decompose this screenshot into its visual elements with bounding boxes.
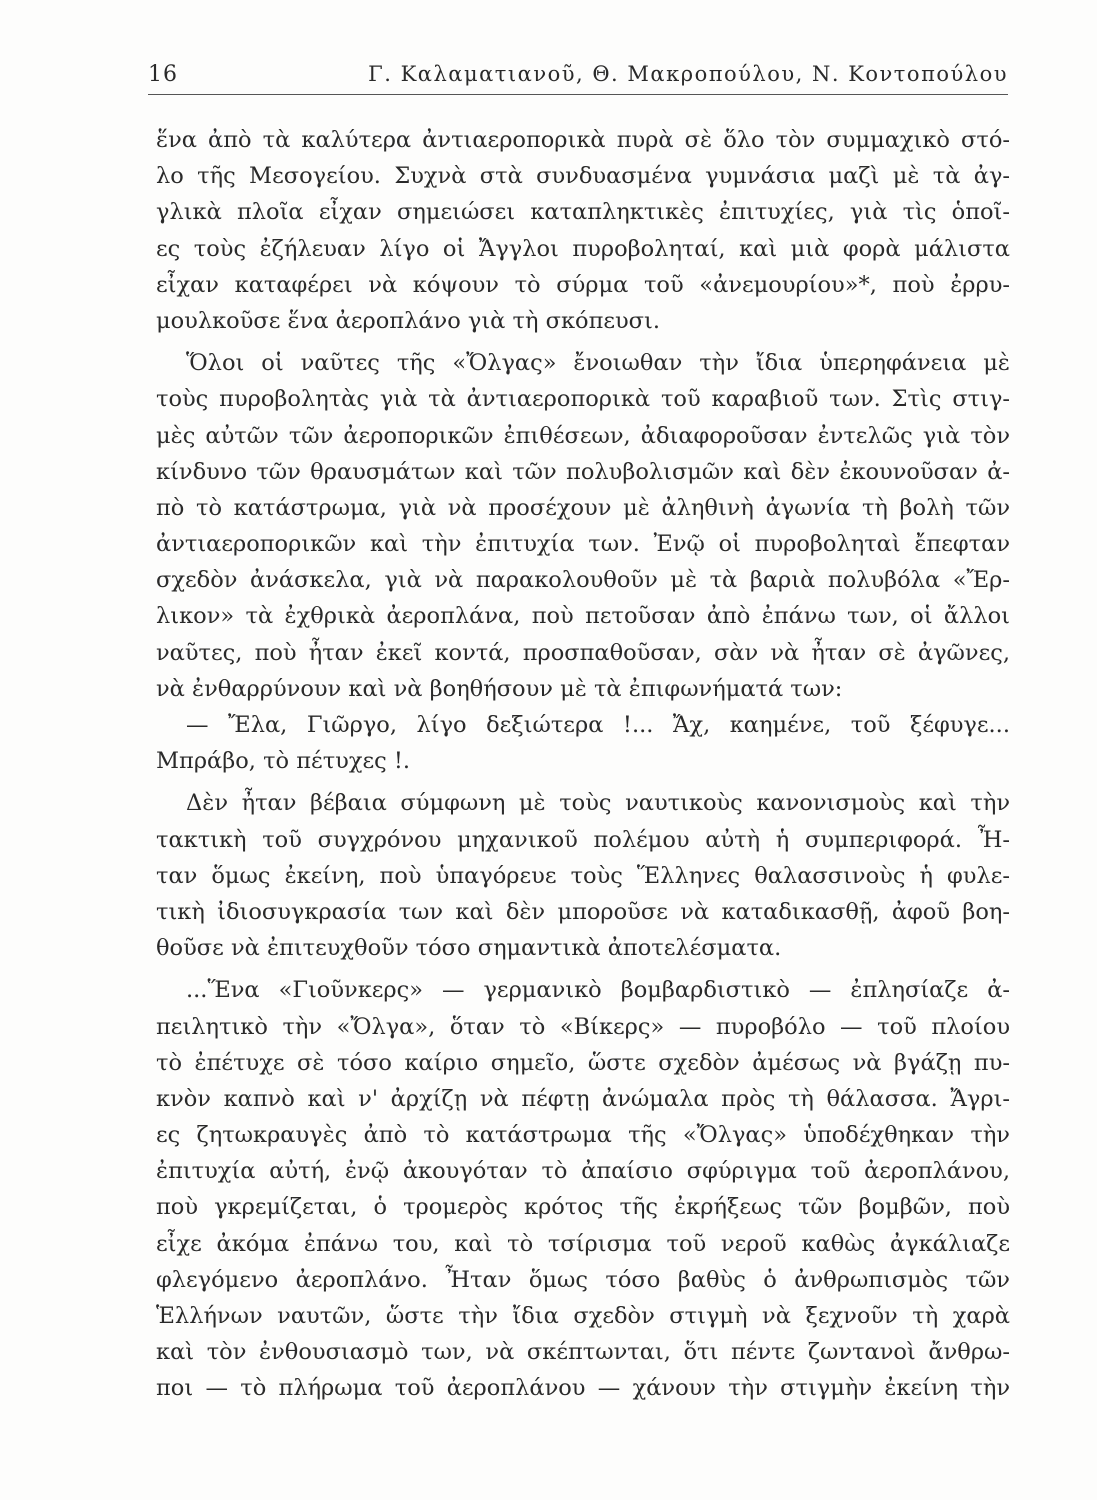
text-line: πὸ τὸ κατάστρωμα, γιὰ νὰ προσέχουν μὲ ἀληθινὴ ἀγωνία τὴ βολὴ τῶν [156,494,1010,521]
text-line: φλεγόμενο ἀεροπλάνο. Ἦταν ὅμως τόσο βαθὺς ὁ ἀνθρωπισμὸς τῶν [156,1266,1010,1293]
text-line: καὶ τὸν ἐνθουσιασμὸ των, νὰ σκέπτωνται, ὅτι πέντε ζωντανοὶ ἄνθρω- [156,1339,1010,1366]
text-line: γλικὰ πλοῖα εἶχαν σημειώσει καταπληκτικὲς ἐπιτυχίες, γιὰ τὶς ὁποῖ- [156,199,1010,226]
text-line: ες ζητωκραυγὲς ἀπὸ τὸ κατάστρωμα τῆς «Ὄλγας» ὑποδέχθηκαν τὴν [156,1122,1010,1149]
paragraph [156,972,1010,1406]
text-line: ναῦτες, ποὺ ἦταν ἐκεῖ κοντά, προσπαθοῦσαν, σὰν νὰ ἦταν σὲ ἀγῶνες, [156,639,1010,666]
text-line: τακτικὴ τοῦ συγχρόνου μηχανικοῦ πολέμου αὐτὴ ἡ συμπεριφορά. Ἦ- [156,826,1010,853]
page-number: 16 [148,62,178,87]
text-line: μὲς αὐτῶν τῶν ἀεροπορικῶν ἐπιθέσεων, ἀδιαφοροῦσαν ἐντελῶς γιὰ τὸν [156,422,1010,449]
text-line: ποι — τὸ πλήρωμα τοῦ ἀεροπλάνου — χάνουν τὴν στιγμὴν ἐκείνη τὴν [156,1375,1010,1402]
text-line: εἶχε ἀκόμα ἐπάνω του, καὶ τὸ τσίρισμα τοῦ νεροῦ καθὼς ἀγκάλιαζε [156,1230,1010,1257]
text-line: ἕνα ἀπὸ τὰ καλύτερα ἀντιαεροπορικὰ πυρὰ σὲ ὅλο τὸν συμμαχικὸ στό- [156,127,1010,153]
text-line: εἶχαν καταφέρει νὰ κόψουν τὸ σύρμα τοῦ «ἀνεμουρίου»*, ποὺ ἐρρυ- [156,271,1010,298]
text-line: τὸ ἐπέτυχε σὲ τόσο καίριο σημεῖο, ὥστε σχεδὸν ἀμέσως νὰ βγάζῃ πυ- [156,1049,1010,1076]
text-line: Μπράβο, τὸ πέτυχες !. [156,748,411,775]
text-line: τοὺς πυροβολητὰς γιὰ τὰ ἀντιαεροπορικὰ τοῦ καραβιοῦ των. Στὶς στιγ- [156,386,1010,413]
text-line: κνὸν καπνὸ καὶ ν' ἀρχίζῃ νὰ πέφτῃ ἀνώμαλα πρὸς τὴ θάλασσα. Ἄγρι- [156,1085,1010,1112]
text-line: κίνδυνο τῶν θραυσμάτων καὶ τῶν πολυβολισμῶν καὶ δὲν ἐκουνοῦσαν ἀ- [156,458,1010,485]
text-line: λικον» τὰ ἐχθρικὰ ἀεροπλάνα, ποὺ πετοῦσαν ἀπὸ ἐπάνω των, οἱ ἄλλοι [156,603,1010,630]
text-line: ποὺ γκρεμίζεται, ὁ τρομερὸς κρότος τῆς ἐκρήξεως τῶν βομβῶν, ποὺ [156,1194,1010,1221]
text-line: — Ἔλα, Γιῶργο, λίγο δεξιώτερα !... Ἄχ, καημένε, τοῦ ξέφυγε... [186,712,1010,738]
text-line: ταν ὅμως ἐκείνη, ποὺ ὑπαγόρευε τοὺς Ἕλληνες θαλασσινοὺς ἡ φυλε- [156,862,1010,889]
text-line: Ἑλλήνων ναυτῶν, ὥστε τὴν ἴδια σχεδὸν στιγμὴ νὰ ξεχνοῦν τὴ χαρὰ [156,1303,1010,1329]
paragraph [156,122,1010,339]
text-line: νὰ ἐνθαρρύνουν καὶ νὰ βοηθήσουν μὲ τὰ ἐπιφωνήματά των: [156,675,843,702]
text-line: ἐπιτυχία αὐτή, ἐνῷ ἀκουγόταν τὸ ἀπαίσιο σφύριγμα τοῦ ἀεροπλάνου, [156,1158,1010,1185]
paragraph [156,785,1010,966]
running-head-authors: Γ. Καλαματιανοῦ, Θ. Μακροπούλου, Ν. Κοντοπούλου [368,62,1008,86]
text-line: τικὴ ἰδιοσυγκρασία των καὶ δὲν μποροῦσε νὰ καταδικασθῇ, ἀφοῦ βοη- [156,898,1010,925]
text-line: λο τῆς Μεσογείου. Συχνὰ στὰ συνδυασμένα γυμνάσια μαζὶ μὲ τὰ ἀγ- [156,163,1010,190]
text-line: Ὅλοι οἱ ναῦτες τῆς «Ὄλγας» ἔνοιωθαν τὴν ἴδια ὑπερηφάνεια μὲ [186,350,1010,377]
body-text [156,122,1010,1407]
paragraph-dialogue [156,707,1010,779]
text-line: σχεδὸν ἀνάσκελα, γιὰ νὰ παρακολουθοῦν μὲ τὰ βαριὰ πολυβόλα «Ἔρ- [156,567,1010,594]
text-line: ...Ἕνα «Γιοῦνκερς» — γερμανικὸ βομβαρδιστικὸ — ἐπλησίαζε ἀ- [186,977,1010,1004]
page-header [148,58,1008,95]
text-line: ἀντιαεροπορικῶν καὶ τὴν ἐπιτυχία των. Ἐνῷ οἱ πυροβοληταὶ ἔπεφταν [156,531,1010,558]
paragraph [156,345,1010,707]
text-line: μουλκοῦσε ἕνα ἀεροπλάνο γιὰ τὴ σκόπευσι. [156,307,661,334]
text-line: πειλητικὸ τὴν «Ὄλγα», ὅταν τὸ «Βίκερς» — πυροβόλο — τοῦ πλοίου [156,1013,1010,1040]
text-line: Δὲν ἦταν βέβαια σύμφωνη μὲ τοὺς ναυτικοὺς κανονισμοὺς καὶ τὴν [186,790,1010,817]
text-line: θοῦσε νὰ ἐπιτευχθοῦν τόσο σημαντικὰ ἀποτελέσματα. [156,935,782,962]
text-line: ες τοὺς ἐζήλευαν λίγο οἱ Ἄγγλοι πυροβοληταί, καὶ μιὰ φορὰ μάλιστα [156,235,1010,262]
